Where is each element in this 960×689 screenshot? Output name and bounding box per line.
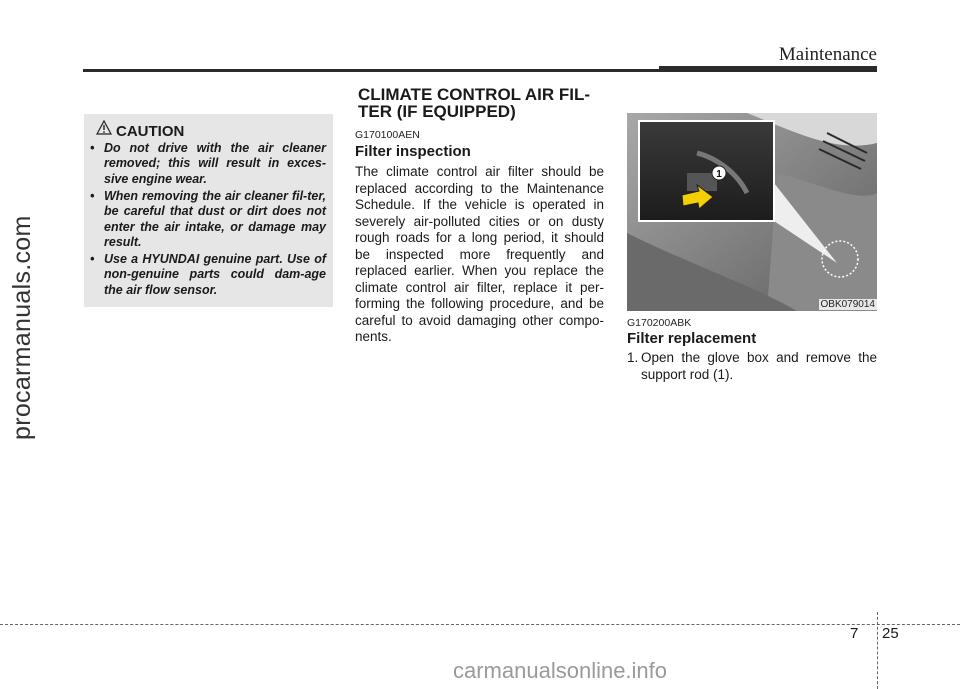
running-header: Maintenance <box>778 44 877 65</box>
section-code: G170200ABK <box>627 317 692 329</box>
bullet: • <box>90 141 95 155</box>
section-code: G170100AEN <box>355 129 420 141</box>
step-number: 1. <box>627 350 639 365</box>
side-watermark: procarmanuals.com <box>8 215 36 440</box>
caution-item-text: Do not drive with the air cleaner removed; this will result in exces-sive engine wear. <box>104 141 326 186</box>
footer-rule <box>0 624 960 625</box>
dashboard-illustration <box>627 113 877 311</box>
caution-item-text: When removing the air cleaner fil-ter, be careful that dust or dirt does not enter the air intake, or damage may result. <box>104 189 326 249</box>
photo-caption: OBK079014 <box>820 299 875 310</box>
callout-number: 1 <box>716 169 722 180</box>
section-title <box>358 86 618 120</box>
subheading-inspection: Filter inspection <box>355 143 471 160</box>
subheading-replacement: Filter replacement <box>627 330 757 347</box>
bullet: • <box>90 252 95 266</box>
bullet: • <box>90 189 95 203</box>
chapter-number: 7 <box>850 625 859 642</box>
glove-box-photo <box>627 113 877 311</box>
replacement-step <box>627 350 877 383</box>
page-number: 25 <box>882 625 899 642</box>
inspection-paragraph: The climate control air filter should be replaced according to the Maintenance Schedule. If the vehicle is operated in severely air-polluted cities or on dusty rough roads for a long period, it should be inspected more frequently and replaced earlier. When you replace the climate control air filter, replace it per-forming the following procedure, and be careful to avoid damaging other compo-nents. <box>355 164 604 344</box>
warning-triangle-icon <box>96 120 112 135</box>
caution-item <box>90 141 326 187</box>
section-title-text: CLIMATE CONTROL AIR FIL- TER (IF EQUIPPED) <box>358 85 590 121</box>
caution-item-text: Use a HYUNDAI genuine part. Use of non-genuine parts could dam-age the air flow sensor. <box>104 252 326 297</box>
caution-item <box>90 252 326 298</box>
header-rule-accent <box>659 66 877 72</box>
bottom-watermark: carmanualsonline.info <box>453 658 668 683</box>
caution-item <box>90 189 326 250</box>
step-text: Open the glove box and remove the support rod (1). <box>641 350 877 382</box>
caution-title: CAUTION <box>116 123 185 140</box>
footer-divider <box>877 612 878 689</box>
